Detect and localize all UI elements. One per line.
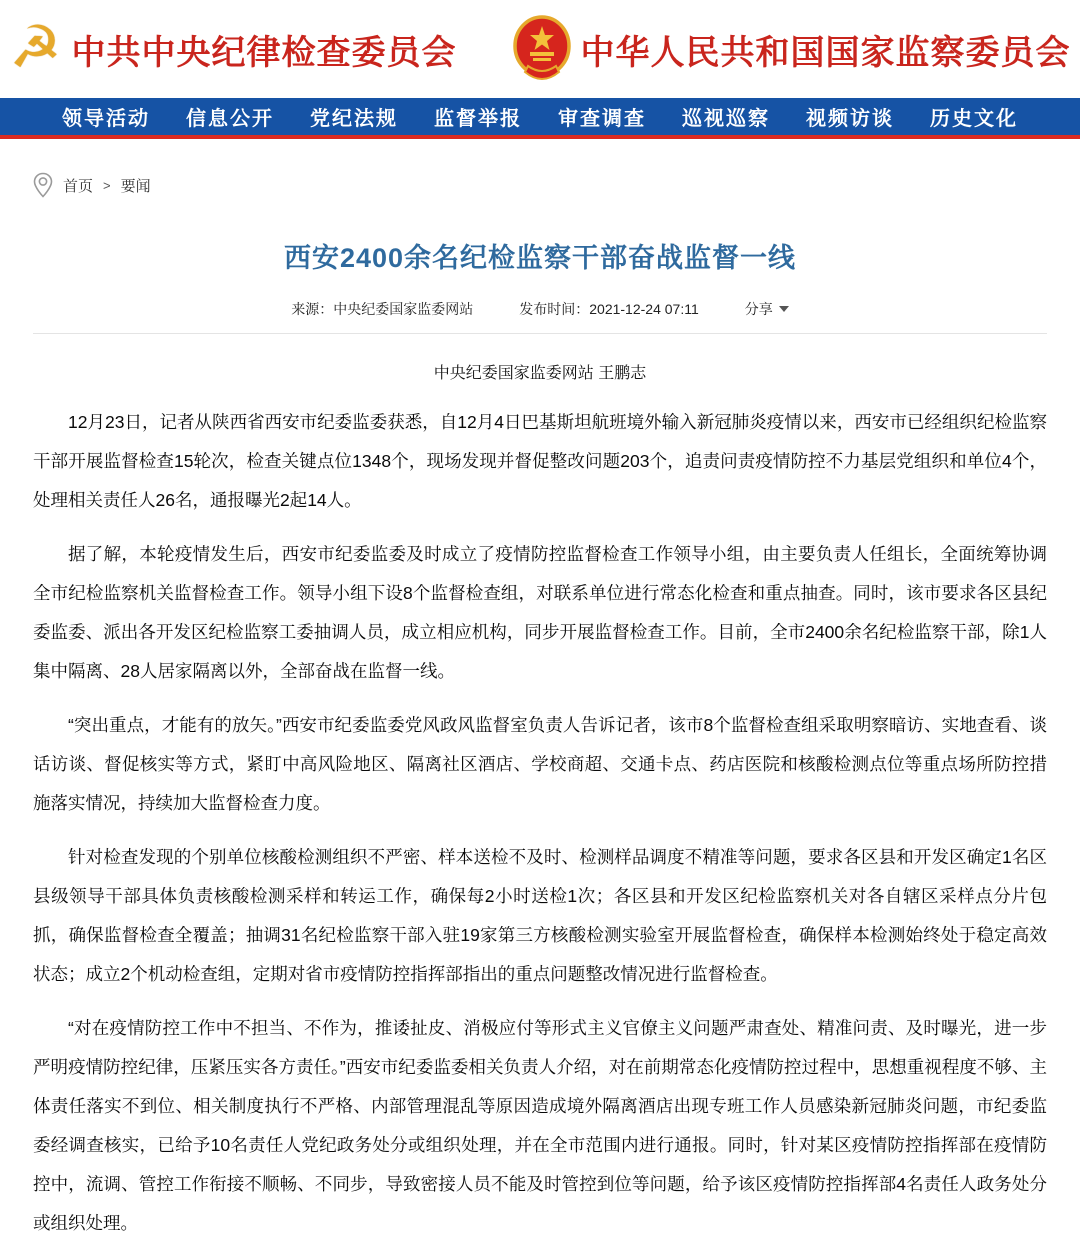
nav-item-inspection-patrol[interactable]: 巡视巡察 [682,108,770,130]
article-main [0,236,1080,1243]
paragraph: 针对检查发现的个别单位核酸检测组织不严密、样本送检不及时、检测样品调度不精准等问题，要求各区县和开发区确定1名区县级领导干部具体负责核酸检测采样和转运工作，确保每2小时送检1次；各区县和开发区纪检监察机关对各自辖区采样点分片包抓，确保监督检查全覆盖；抽调31名纪检监察干部入驻19家第三方核酸检测实验室开展监督检查，确保样本检测始终处于稳定高效状态；成立2个机动检查组，定期对省市疫情防控指挥部指出的重点问题整改情况进行监督检查。 [33,847,1047,984]
nav-item-supervision-report[interactable]: 监督举报 [434,108,522,130]
article-title: 西安2400余名纪检监察干部奋战监督一线 [283,243,797,273]
nav-item-party-discipline-rules[interactable]: 党纪法规 [310,108,398,130]
article-meta [0,299,1080,319]
paragraph: 据了解，本轮疫情发生后，西安市纪委监委及时成立了疫情防控监督检查工作领导小组，由主要负责人任组长，全面统筹协调全市纪检监察机关监督检查工作。领导小组下设8个监督检查组，对联系单位进行常态化检查和重点抽查。同时，该市要求各区县纪委监委、派出各开发区纪检监察工委抽调人员，成立相应机构，同步开展监督检查工作。目前，全市2400余名纪检监察干部，除1人集中隔离、28人居家隔离以外，全部奋战在监督一线。 [33,544,1047,681]
share-button[interactable] [745,299,789,319]
publish-label: 发布时间： [519,301,590,317]
brand-ccdi[interactable] [9,13,457,81]
nav-accent-line [0,135,1080,139]
national-emblem-icon [513,16,571,82]
ccdi-org-name: 中共中央纪律检查委员会 [71,34,457,72]
breadcrumb-home-link[interactable]: 首页 [63,177,94,195]
cpc-hammer-sickle-emblem-icon: ☭ [9,13,62,81]
main-nav [0,98,1080,135]
article-publish-time [519,299,699,319]
nav-item-history-culture[interactable]: 历史文化 [930,108,1018,130]
chevron-down-icon [779,306,789,312]
nav-item-review-investigation[interactable]: 审查调查 [558,108,646,130]
article-byline: 中央纪委国家监委网站 王鹏志 [433,365,647,382]
paragraph: “突出重点，才能有的放矢。”西安市纪委监委党风政风监督室负责人告诉记者，该市8个监督检查组采取明察暗访、实地查看、谈话访谈、督促核实等方式，紧盯中高风险地区、隔离社区酒店、学校商超、交通卡点、药店医院和核酸检测点位等重点场所防控措施落实情况，持续加大监督检查力度。 [33,715,1047,813]
breadcrumb-current-link[interactable]: 要闻 [120,177,151,195]
nav-item-leader-activities[interactable]: 领导活动 [62,108,150,130]
breadcrumb [33,172,1080,198]
paragraph: 12月23日，记者从陕西省西安市纪委监委获悉，自12月4日巴基斯坦航班境外输入新冠肺炎疫情以来，西安市已经组织纪检监察干部开展监督检查15轮次，检查关键点位1348个，现场发现并督促整改问题203个，追责问责疫情防控不力基层党组织和单位4个，处理相关责任人26名，通报曝光2起14人。 [33,412,1047,510]
location-pin-icon [33,172,53,198]
nav-item-video-interviews[interactable]: 视频访谈 [806,108,894,130]
publish-value: 2021-12-24 07:11 [589,301,699,317]
breadcrumb-separator: > [103,177,111,193]
article-body [0,383,1080,1243]
nsc-org-name: 中华人民共和国国家监察委员会 [580,34,1071,72]
source-label: 来源： [291,301,334,317]
nav-item-info-disclosure[interactable]: 信息公开 [186,108,274,130]
meta-divider [33,333,1047,334]
share-label: 分享 [744,301,773,317]
source-value: 中央纪委国家监委网站 [333,301,474,317]
article-source [291,299,473,319]
site-header [0,0,1080,98]
brand-nsc[interactable] [513,16,1071,82]
paragraph: “对在疫情防控工作中不担当、不作为，推诿扯皮、消极应付等形式主义官僚主义问题严肃查处、精准问责、及时曝光，进一步严明疫情防控纪律，压紧压实各方责任。”西安市纪委监委相关负责人介绍，对在前期常态化疫情防控过程中，思想重视程度不够、主体责任落实不到位、相关制度执行不严格、内部管理混乱等原因造成境外隔离酒店出现专班工作人员感染新冠肺炎问题，市纪委监委经调查核实，已给予10名责任人党纪政务处分或组织处理，并在全市范围内进行通报。同时，针对某区疫情防控指挥部在疫情防控中，流调、管控工作衔接不顺畅、不同步，导致密接人员不能及时管控到位等问题，给予该区疫情防控指挥部4名责任人政务处分或组织处理。 [33,1018,1047,1233]
